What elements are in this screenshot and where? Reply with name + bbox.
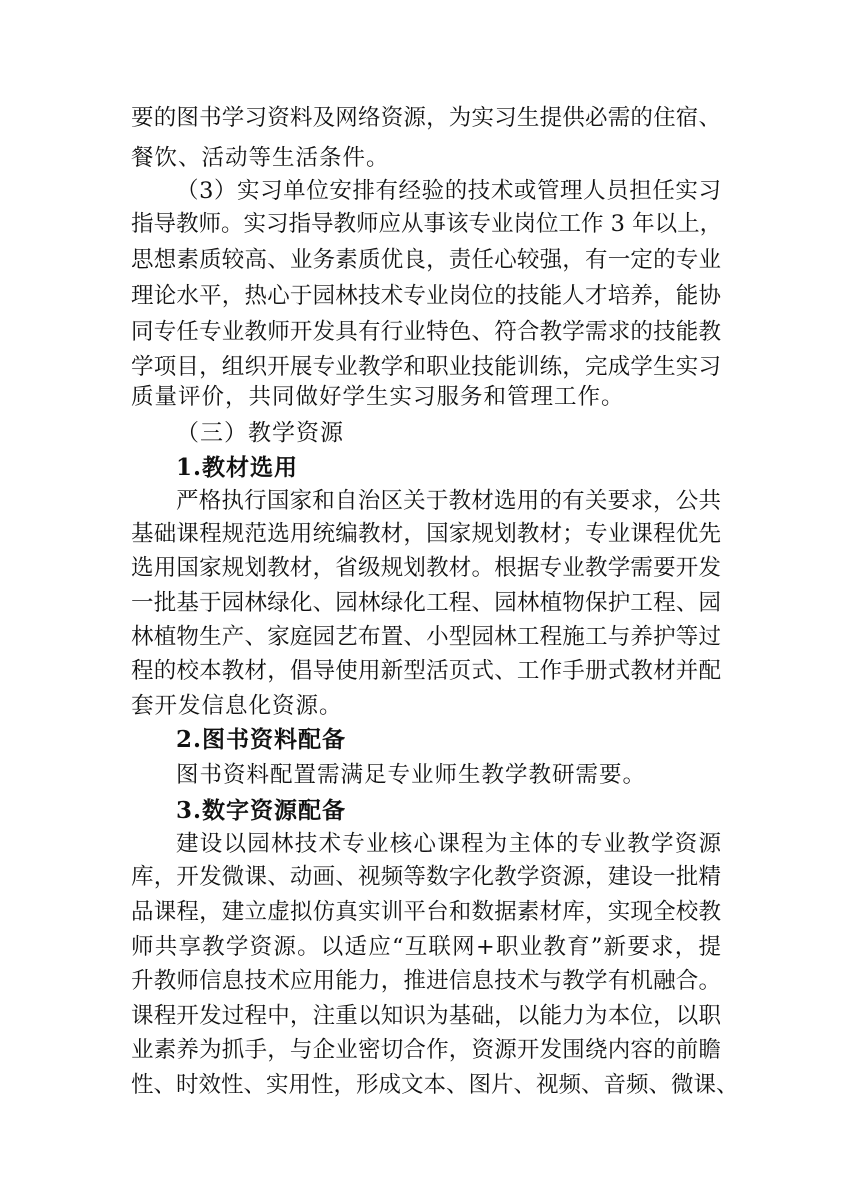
paragraph-line: 一批基于园林绿化、园林绿化工程、园林植物保护工程、园 (131, 590, 721, 616)
paragraph-line: 要的图书学习资料及网络资源，为实习生提供必需的住宿、 (131, 105, 721, 131)
subsection-heading: 2.图书资料配备 (176, 726, 347, 753)
paragraph-line: 指导教师。实习指导教师应从事该专业岗位工作 3 年以上， (131, 211, 723, 237)
paragraph-line: 师共享教学资源。以适应“互联网+职业教育”新要求，提 (131, 934, 721, 960)
paragraph-line: 业素养为抓手，与企业密切合作，资源开发围绕内容的前瞻 (131, 1037, 721, 1063)
subsection-heading: 3.数字资源配备 (176, 797, 347, 824)
paragraph-line: 程的校本教材，倡导使用新型活页式、工作手册式教材并配 (131, 658, 721, 684)
paragraph-line: 选用国家规划教材，省级规划教材。根据专业教学需要开发 (131, 555, 721, 581)
paragraph-line: 思想素质较高、业务素质优良，责任心较强，有一定的专业 (131, 247, 721, 273)
paragraph-line: 理论水平，热心于园林技术专业岗位的技能人才培养，能协 (131, 283, 721, 309)
paragraph-line: 林植物生产、家庭园艺布置、小型园林工程施工与养护等过 (131, 624, 721, 650)
subsection-heading: 1.教材选用 (176, 454, 299, 481)
section-heading: （三）教学资源 (176, 420, 344, 446)
paragraph-line: 建设以园林技术专业核心课程为主体的专业教学资源 (176, 831, 721, 857)
paragraph-line: 课程开发过程中，注重以知识为基础，以能力为本位，以职 (131, 1003, 721, 1029)
paragraph-line: 学项目，组织开展专业教学和职业技能训练，完成学生实习 (131, 354, 721, 380)
paragraph-line: 餐饮、活动等生活条件。 (131, 145, 390, 171)
paragraph-line: 严格执行国家和自治区关于教材选用的有关要求，公共 (176, 488, 721, 514)
paragraph-line: 性、时效性、实用性，形成文本、图片、视频、音频、微课、 (131, 1072, 739, 1098)
paragraph-line: 套开发信息化资源。 (131, 693, 343, 719)
paragraph-line: 图书资料配置需满足专业师生教学教研需要。 (176, 762, 647, 788)
paragraph-line: 基础课程规范选用统编教材，国家规划教材；专业课程优先 (131, 521, 721, 547)
paragraph-line: （3）实习单位安排有经验的技术或管理人员担任实习 (176, 178, 721, 204)
paragraph-line: 升教师信息技术应用能力，推进信息技术与教学有机融合。 (131, 968, 721, 994)
paragraph-line: 质量评价，共同做好学生实习服务和管理工作。 (131, 384, 625, 410)
paragraph-line: 品课程，建立虚拟仿真实训平台和数据素材库，实现全校教 (131, 899, 721, 925)
paragraph-line: 库，开发微课、动画、视频等数字化教学资源，建设一批精 (131, 864, 721, 890)
paragraph-line: 同专任专业教师开发具有行业特色、符合教学需求的技能教 (131, 319, 721, 345)
